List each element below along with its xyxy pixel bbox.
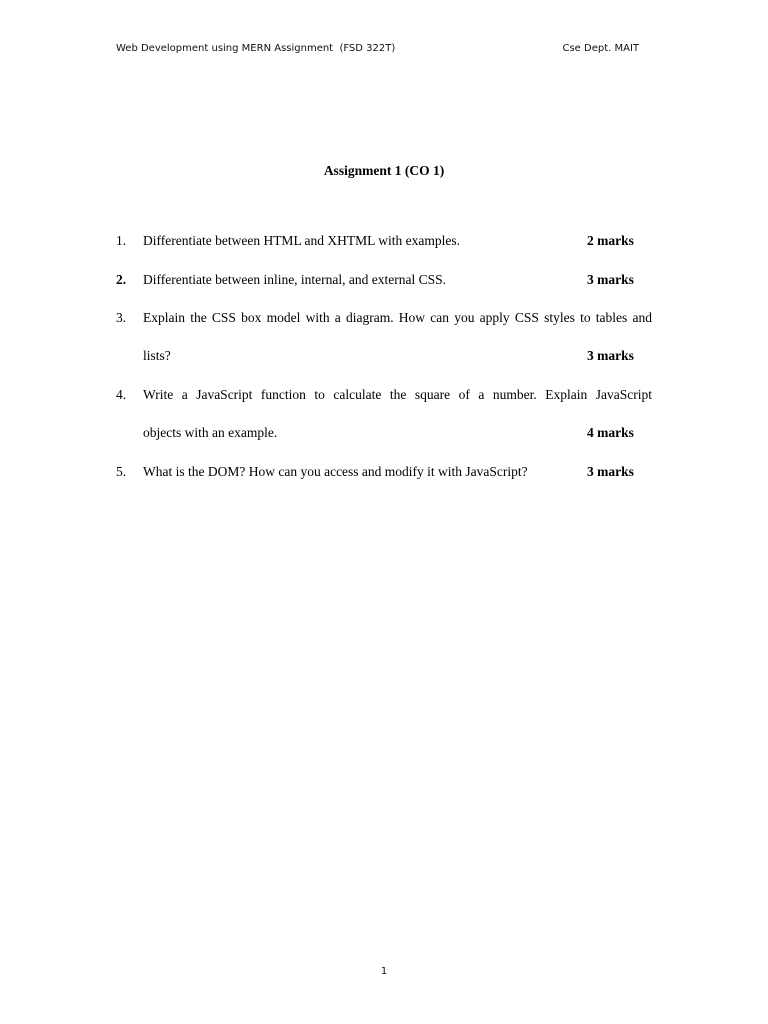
- question-number: 2.: [116, 272, 127, 287]
- question-text-continued: lists?: [143, 348, 171, 363]
- question-marks: 4 marks: [587, 425, 634, 440]
- question-marks: 3 marks: [587, 348, 634, 363]
- question-marks: 2 marks: [587, 233, 634, 248]
- question-text: Differentiate between inline, internal, and external CSS.: [143, 272, 447, 287]
- question-marks: 3 marks: [587, 272, 634, 287]
- question-number: 4.: [116, 387, 127, 402]
- page-number: 1: [380, 966, 388, 977]
- header-department: Cse Dept. MAIT: [562, 43, 639, 54]
- question-text: Differentiate between HTML and XHTML with examples.: [143, 233, 461, 248]
- question-text: What is the DOM? How can you access and modify it with JavaScript?: [143, 464, 528, 479]
- question-text-continued: objects with an example.: [143, 425, 278, 440]
- header-course-title: Web Development using MERN Assignment (FSD 322T): [116, 43, 396, 54]
- question-number: 1.: [116, 233, 127, 248]
- question-number: 3.: [116, 310, 127, 325]
- question-marks: 3 marks: [587, 464, 634, 479]
- assignment-title: Assignment 1 (CO 1): [323, 163, 445, 178]
- question-text: Write a JavaScript function to calculate the square of a number. Explain JavaScript: [143, 387, 652, 402]
- question-number: 5.: [116, 464, 127, 479]
- question-text: Explain the CSS box model with a diagram. How can you apply CSS styles to tables and: [143, 310, 652, 325]
